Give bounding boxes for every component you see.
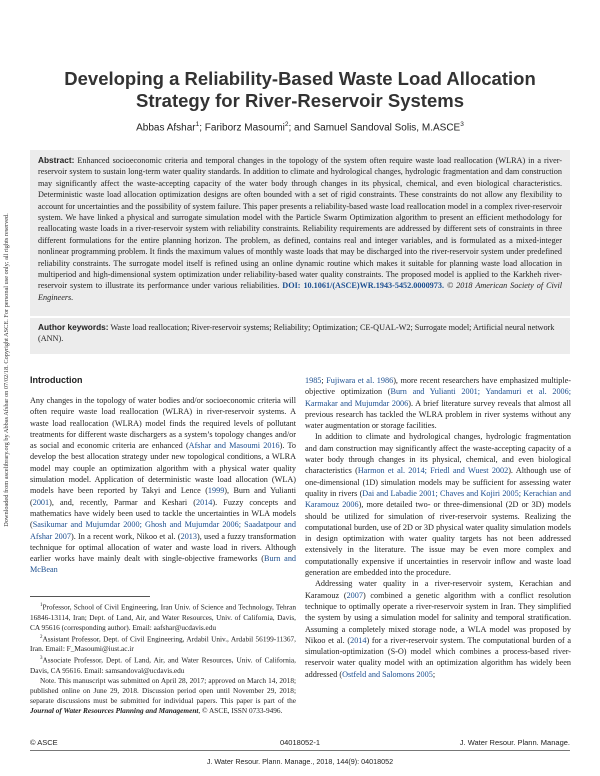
citation-link[interactable]: 2014 (196, 497, 213, 507)
citation-link[interactable]: Ostfeld and Salomons 2005 (342, 669, 433, 679)
footer-copyright: © ASCE (30, 738, 58, 747)
citation-link[interactable]: Fujiwara et al. 1986 (326, 376, 394, 385)
intro-paragraph-1: Any changes in the topology of water bodies and/or socioeconomic criteria will often require waste load reallocation (WLRA) in river-reservoir systems. A waste load reallocation (WLRA) model finds the required levels of pollutant treatments for different waste dischargers as a system’s topology changes and/or as social and economic criteria are enhanced (Afshar and Masoumi 2016). To develop the best allocation strategy under new topological conditions, a WLRA model may couple an optimization algorithm with a physical water quality simulation model. Application of deterministic waste load allocation (WLA) models have been reported by Takyi and Lence (1999), Burn and Yulianti (2001), and, recently, Parmar and Keshari (2014). Fuzzy concepts and mathematics have widely been used to tackle the uncertainties in WLA models (Sasikumar and Mujumdar 2000; Ghosh and Mujumdar 2006; Saadatpour and Afshar 2007). In a recent work, Nikoo et al. (2013), used a fuzzy transformation technique for optimal allocation of water and waste load in rivers. Although earlier works have mainly dealt with single-objective frameworks (Burn and McBean (30, 396, 297, 575)
right-column (305, 375, 571, 680)
footer-divider (30, 750, 570, 751)
footnote-2: $^2$Assistant Professor, Dept. of Civil Engineering, Ardabil Univ., Ardabil 56199-11367, Iran. Email: F_Masoumi@iust.ac.ir (30, 634, 296, 654)
left-column (30, 395, 296, 576)
author-3-affil: 3 (460, 121, 464, 128)
citation-link[interactable]: 2014 (350, 635, 367, 645)
abstract-text: Enhanced socioeconomic criteria and temporal changes in the topology of the system often require waste load reallocation (WLRA) in a river-reservoir system to sustain long-term water quality standards. In addition to climate and hydrological changes, hydrologic fragmentation and dam construction may significantly affect the waste-accepting capacity of the water body through changes in its physical, chemical, and even biological characteristics. Deterministic waste load allocation optimization designs are often bounded with a set of rigid constraints. These constraints do not allow any flexibility to account for uncertainties and the possibility of system failure. This paper presents a reliability-based waste load reallocation model in a complex river-reservoir system. We have linked a physical and surrogate simulation model with the Particle Swarm Optimization algorithm to present an efficient methodology for reallocating waste loads in a river-reservoir system with reliability constraints. Reliability requirements are addressed by different sets of constraints in three different formulations for the entire planning horizon. The problem, as defined, contains real and integer variables, and is formulated as a mixed-integer nonlinear programming problem. It finds the maximum values of monthly waste loads that may be discharged into the river-reservoir system under predefined reliability constraints. The surrogate model itself is refined using an online dynamic routine which makes it suitable for planning waste load allocation in multiperiod and high-dimensional system optimization under reliability-based water quality constraints. The proposed model is applied to the Karkheh river-reservoir system to illustrate its performance under various reliabilities. (38, 156, 563, 291)
author-1-affil: 1 (195, 121, 200, 128)
keywords-label: Author keywords: (38, 322, 109, 332)
submission-note: Note. This manuscript was submitted on April 28, 2017; approved on March 14, 2018; published online on June 29, 2018. Discussion period open until November 29, 2018; separate discussions must be submitted for individual papers. This paper is part of the Journal of Water Resources Planning and Management, © ASCE, ISSN 0733-9496. (30, 675, 296, 716)
title-line-2: Strategy for River-Reservoir Systems (135, 90, 464, 111)
journal-citation: J. Water Resour. Plann. Manage., 2018, 144(9): 04018052 (206, 757, 394, 766)
footer-journal: J. Water Resour. Plann. Manage. (459, 738, 570, 747)
right-paragraph-2: In addition to climate and hydrological changes, hydrologic fragmentation and dam construction may significantly affect the waste-accepting capacity of a water body through changes in its physical, chemical, and even biological characteristics (Harmon et al. 2014; Friedl and Wuest 2002). Although use of one-dimensional (1D) simulation models may be sufficient for assessing water quality in rivers (Dai and Labadie 2001; Chaves and Kojiri 2005; Kerachian and Karamouz 2006), more detailed two- or three-dimensional (2D or 3D) models should be utilized for simulation of river-reservoir systems. Realizing the computational burden, use of 2D or 3D physical water quality simulation models in design optimization with water quality targets has not been addressed extensively in the literature. The issue may be even more complex and computationally expensive if uncertainties in reservoir inflow and waste load generation are embedded into the procedure. (305, 432, 571, 578)
copyright-notice: © 2018 American Society of Civil Engineers. (38, 281, 562, 302)
abstract (38, 155, 562, 303)
citation-link[interactable]: Harmon et al. 2014; Friedl and Wuest 2002 (357, 466, 509, 476)
citation-link[interactable]: Burn and McBean (30, 554, 297, 575)
citation-link[interactable]: Sasikumar and Mujumdar 2000; Ghosh and Mujumdar 2006; Saadatpour and Afshar 2007 (30, 520, 296, 541)
section-heading-introduction: Introduction (30, 375, 83, 385)
footnote-1: $^1$Professor, School of Civil Engineering, Iran Univ. of Science and Technology, Tehran 16846-13114, Iran; Dept. of Land, Air, and Water Resources, Univ. of California, Davis, CA 95616 (corresponding author). Email: aafshar@ucdavis.edu (30, 602, 296, 632)
footnote-divider (30, 596, 150, 597)
download-notice (1, 150, 13, 590)
footnote-3: $^3$Associate Professor, Dept. of Land, Air, and Water Resources, Univ. of California, Davis, CA 95616. Email: samsandoval@ucdavis.edu (30, 655, 296, 675)
citation-link[interactable]: Dai and Labadie 2001; Chaves and Kojiri 2005; Kerachian and Karamouz 2006 (305, 488, 571, 510)
page-number: 04018052-1 (279, 738, 321, 747)
keywords-text: Waste load reallocation; River-reservoir systems; Reliability; Optimization; CE-QUAL-W2; Surrogate model; Artificial neural network (ANN). (38, 323, 555, 344)
paper-title (40, 68, 560, 112)
abstract-label: Abstract: (38, 155, 75, 165)
right-paragraph-3: Addressing water quality in a river-reservoir system, Kerachian and Karamouz (2007) combined a genetic algorithm with a conflict resolution technique to optimally operate a river-reservoir system in Iran. They simplified the system by using a simulation model for salinity and temporal stratification. Assuming a completely mixed storage node, a WLA model was proposed by Nikoo et al. (2014) for a river-reservoir system. The computational burden of a simulation-optimization (S-O) model which combines a process-based river-reservoir water quality model with an optimization algorithm has widely been addressed (Ostfeld and Salomons 2005; (305, 579, 572, 679)
author-2-affil: 2 (284, 121, 289, 128)
right-paragraph-1: 1985; Fujiwara et al. 1986), more recent researchers have emphasized multiple-objective optimization (Burn and Yulianti 2001; Yandamuri et al. 2006; Karmakar and Mujumdar 2006). A brief literature survey reveals that almost all previous research has tackled the WLRA problem in river systems without any water augmentation or storage facilities. (305, 376, 571, 431)
doi-link[interactable]: DOI: 10.1061/(ASCE)WR.1943-5452.0000973. (282, 281, 444, 291)
keywords (38, 322, 562, 345)
author-3: ; and Samuel Sandoval Solis, M.ASCE (288, 122, 461, 134)
citation-link[interactable]: 2007 (346, 590, 363, 600)
citation-link[interactable]: 1999 (207, 486, 225, 496)
download-notice-text: Downloaded from ascelibrary.org by Abbas Afshar on 07/02/18. Copyright ASCE. For personal use only; all rights reserved. (3, 213, 10, 527)
citation-link[interactable]: 1985 (305, 376, 322, 385)
citation-link[interactable]: Burn and Yulianti 2001; Yandamuri et al. 2006; Karmakar and Mujumdar 2006 (305, 387, 571, 408)
citation-link[interactable]: 2013 (180, 531, 197, 541)
footnotes (30, 601, 296, 716)
citation-link[interactable]: 2001 (32, 497, 50, 507)
author-1: Abbas Afshar (136, 122, 196, 134)
author-list (40, 121, 560, 133)
citation-link[interactable]: Afshar and Masoumi 2016 (188, 441, 280, 451)
author-2: ; Fariborz Masoumi (199, 122, 285, 134)
title-line-1: Developing a Reliability-Based Waste Load Allocation (64, 68, 536, 89)
